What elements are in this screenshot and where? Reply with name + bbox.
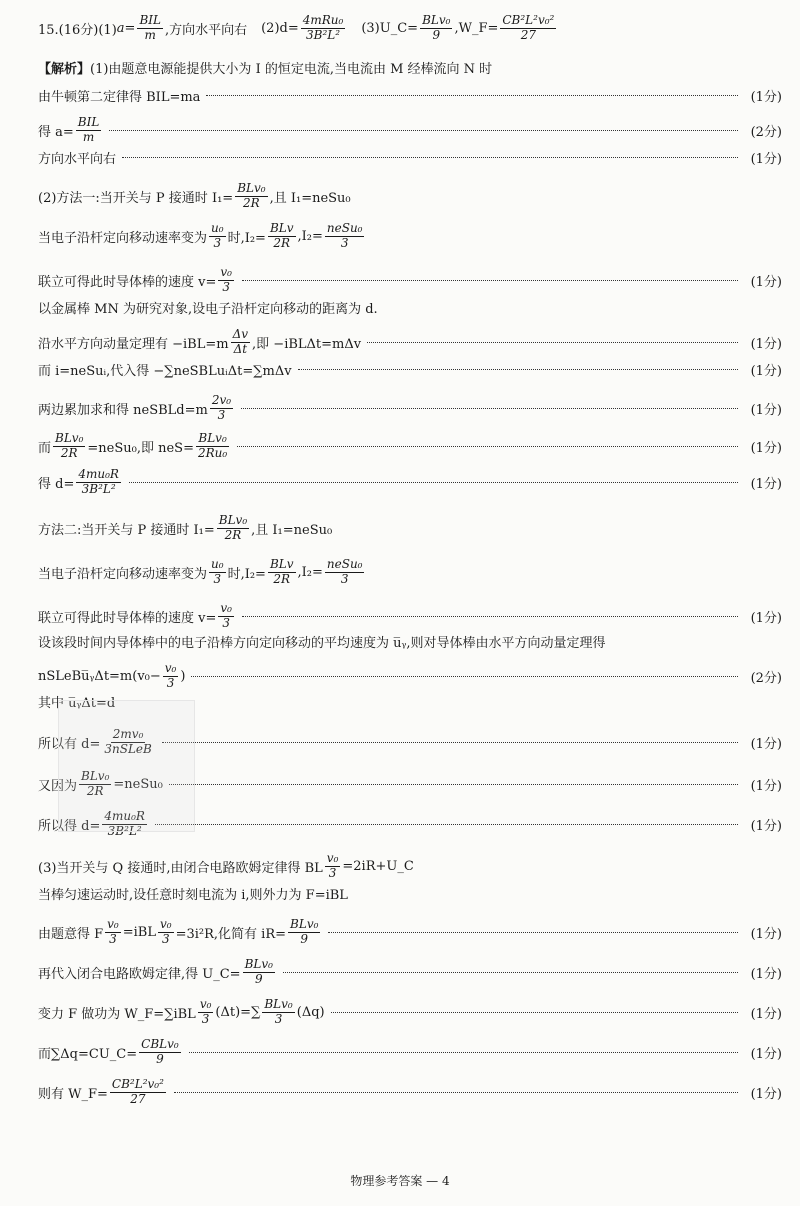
fraction-denominator: 2R (86, 783, 104, 798)
score-label: (1分) (750, 364, 782, 379)
fraction (196, 432, 229, 461)
leader-dots (331, 1012, 738, 1013)
fraction-denominator: 9 (254, 971, 263, 986)
solution-line (38, 266, 782, 295)
fraction-denominator: 3 (166, 675, 175, 690)
leader-dots (162, 742, 738, 743)
leader-dots (169, 784, 738, 785)
header-d-part: (2)d= (261, 20, 299, 36)
solution-line (38, 222, 782, 251)
line-text: 而 (38, 440, 52, 456)
line-text: (Δq) (296, 1004, 325, 1020)
solution-line (38, 998, 782, 1027)
solution-line (38, 958, 782, 987)
fraction-numerator: neSu₀ (326, 221, 363, 235)
fraction-denominator: 3 (213, 235, 222, 250)
fraction-denominator: 3 (222, 615, 230, 630)
fraction-numerator: 2mv₀ (112, 727, 144, 741)
leader-dots (174, 1092, 738, 1093)
fraction-numerator: BLv₀ (55, 431, 84, 445)
solution-line (38, 394, 782, 423)
header-wf-fraction (500, 14, 556, 43)
solution-line (38, 468, 782, 497)
fraction (268, 222, 296, 251)
fraction-denominator: 2Ru₀ (197, 445, 228, 460)
line-text: 当棒匀速运动时,设任意时刻电流为 i,则外力为 F=iBL (38, 888, 348, 903)
leader-dots (242, 280, 738, 281)
score-label: (1分) (750, 1006, 782, 1022)
fraction (158, 918, 174, 947)
line-text: (3)当开关与 Q 接通时,由闭合电路欧姆定律得 BL (38, 860, 323, 876)
solution-line (38, 86, 782, 105)
fraction-numerator: 4mu₀R (78, 467, 119, 481)
fraction-denominator: 3 (161, 931, 170, 946)
line-text: 得 d= (38, 476, 75, 492)
fraction-denominator: 3 (274, 1011, 283, 1026)
score-label: (1分) (750, 274, 782, 290)
line-text: 则有 W_F= (38, 1086, 108, 1102)
header-uc-part: (3)U_C= (361, 20, 419, 36)
solution-line (38, 602, 782, 631)
fraction-numerator: 4mu₀R (104, 809, 145, 823)
fraction-denominator: 3nSLeB (104, 741, 152, 756)
score-label: (1分) (750, 440, 782, 456)
fraction-denominator: 9 (300, 931, 309, 946)
fraction (235, 182, 267, 211)
line-text: ,I₂= (297, 564, 323, 580)
line-text: 变力 F 做功为 W_F=∑iBL (38, 1006, 196, 1022)
solution-line (38, 852, 782, 881)
fraction-denominator: 3 (213, 571, 222, 586)
score-label: (1分) (750, 402, 782, 418)
score-label: (2分) (750, 670, 782, 686)
fraction-denominator: 3 (109, 931, 117, 946)
fraction-numerator: v₀ (107, 917, 119, 931)
line-text: 由题意得 F (38, 926, 104, 942)
fraction (110, 1078, 166, 1107)
fraction-denominator: 2R (273, 571, 291, 586)
leader-dots (328, 932, 738, 933)
solution-line (38, 1038, 782, 1067)
fraction-numerator: BLv (269, 557, 294, 571)
line-text: ) (180, 668, 186, 684)
leader-dots (155, 824, 738, 825)
score-label: (1分) (750, 736, 782, 752)
line-text: 联立可得此时导体棒的速度 v= (38, 610, 217, 626)
solution-line (38, 116, 782, 145)
line-text: 方向水平向右 (38, 152, 117, 167)
fraction-numerator: BLv (269, 221, 294, 235)
line-text: (2)方法一:当开关与 P 接通时 I₁= (38, 190, 234, 206)
line-text: ,且 I₁=neSu₀ (251, 522, 333, 538)
line-text: 以金属棒 MN 为研究对象,设电子沿杆定向移动的距离为 d. (38, 302, 378, 317)
fraction-numerator: 2v₀ (211, 393, 232, 407)
frac-num: BLv₀ (422, 13, 451, 27)
score-label: (1分) (750, 966, 782, 982)
score-label: (2分) (750, 124, 782, 140)
fraction-denominator: 3B²L² (107, 823, 142, 838)
leader-dots (283, 972, 738, 973)
page-footer: 物理参考答案 — 4 (350, 1174, 450, 1188)
score-label: (1分) (750, 778, 782, 794)
fraction-numerator: BLv₀ (290, 917, 319, 931)
analysis-intro (38, 58, 782, 77)
score-label: (1分) (750, 90, 782, 105)
line-text: 时,I₂= (227, 230, 266, 246)
header-a-dir: ,方向水平向右 (164, 22, 248, 38)
line-text: 由牛顿第二定律得 BIL=ma (38, 90, 201, 105)
fraction-numerator: BLv₀ (237, 181, 266, 195)
fraction (76, 468, 121, 497)
score-label: (1分) (750, 1086, 782, 1102)
fraction-denominator: 3 (340, 235, 349, 250)
leader-dots (241, 408, 738, 409)
fraction (325, 558, 365, 587)
fraction (76, 116, 102, 145)
solution-line (38, 558, 782, 587)
fraction-denominator: 3 (328, 865, 337, 880)
line-text: 两边累加求和得 neSBLd=m (38, 402, 208, 418)
solution-line (38, 514, 782, 543)
line-text: (Δt)=∑ (215, 1004, 261, 1020)
fraction-numerator: neSu₀ (326, 557, 363, 571)
fraction (209, 222, 226, 251)
leader-dots (129, 482, 738, 483)
fraction-numerator: v₀ (220, 601, 232, 615)
line-text: 联立可得此时导体棒的速度 v= (38, 274, 217, 290)
fraction-denominator: 3B²L² (81, 481, 116, 496)
solution-line (38, 328, 782, 357)
leader-dots (191, 676, 738, 677)
fraction-denominator: 27 (130, 1091, 146, 1106)
header-uc-fraction (420, 14, 452, 43)
line-text: 当电子沿杆定向移动速率变为 (38, 566, 208, 582)
score-label: (1分) (750, 476, 782, 492)
fraction-numerator: BLv₀ (81, 769, 110, 783)
fraction (325, 852, 341, 881)
line-text: 设该段时间内导体棒中的电子沿棒方向定向移动的平均速度为 u̅ᵧ,则对导体棒由水平方向动量定理得 (38, 636, 606, 651)
fraction (262, 998, 294, 1027)
frac-num: BIL (139, 13, 161, 27)
header-problem: 15.(16分)(1) (38, 22, 117, 38)
fraction (105, 918, 121, 947)
fraction-denominator: 2R (273, 235, 291, 250)
fraction-numerator: u₀ (211, 557, 224, 571)
header-wf-part: ,W_F= (454, 20, 499, 36)
fraction-numerator: v₀ (326, 851, 339, 865)
score-label: (1分) (750, 336, 782, 352)
line-text: 而∑Δq=CU_C= (38, 1046, 138, 1062)
line-text: ,I₂= (297, 228, 323, 244)
line-text: nSLeBu̅ᵧΔt=m(v₀− (38, 668, 161, 684)
score-label: (1分) (750, 610, 782, 626)
fraction-numerator: CBLv₀ (141, 1037, 179, 1051)
line-text: =neSu₀,即 neS= (87, 440, 194, 456)
line-text: =2iR+U_C (342, 858, 414, 874)
line-text: ,且 I₁=neSu₀ (269, 190, 351, 206)
fraction (198, 998, 214, 1027)
leader-dots (237, 446, 738, 447)
frac-num: 4mRu₀ (302, 13, 344, 27)
line-text: 时,I₂= (227, 566, 266, 582)
leader-dots (189, 1052, 738, 1053)
solution-line (38, 360, 782, 379)
fraction-denominator: Δt (233, 341, 248, 356)
solution-line (38, 182, 782, 211)
fraction-numerator: Δv (232, 327, 249, 341)
line-text: 其中 u̅ᵧΔt=d (38, 696, 116, 711)
line-text: ,即 −iBLΔt=mΔv (252, 336, 362, 352)
solution-line (38, 148, 782, 167)
line-text: =3i²R,化简有 iR= (175, 926, 287, 942)
fraction (209, 558, 226, 587)
line-text: 方法二:当开关与 P 接通时 I₁= (38, 522, 215, 538)
fraction (218, 266, 234, 295)
fraction (243, 958, 275, 987)
fraction-numerator: CB²L²v₀² (111, 1077, 164, 1091)
solution-line (38, 918, 782, 947)
analysis-tag: 【解析】 (38, 62, 91, 77)
line-text: 所以有 d= (38, 736, 101, 752)
fraction-numerator: BLv₀ (198, 431, 227, 445)
answer-header (38, 14, 782, 43)
fraction-denominator: 3 (222, 279, 230, 294)
line-text: 所以得 d= (38, 818, 101, 834)
solution-line (38, 632, 782, 651)
leader-dots (367, 342, 738, 343)
fraction-denominator: m (82, 129, 95, 144)
frac-den: 27 (520, 27, 537, 42)
fraction-denominator: 2R (60, 445, 78, 460)
line-text: 又因为 (38, 778, 78, 794)
fraction (288, 918, 320, 947)
header-a-fraction (137, 14, 163, 43)
leader-dots (122, 157, 738, 158)
fraction-numerator: BLv₀ (264, 997, 293, 1011)
line-text: 沿水平方向动量定理有 −iBL=m (38, 336, 229, 352)
fraction-denominator: 3 (340, 571, 349, 586)
fraction (53, 432, 85, 461)
score-label: (1分) (750, 152, 782, 167)
frac-den: 9 (432, 27, 441, 42)
solution-line (38, 1078, 782, 1107)
line-text: 而 i=neSuᵢ,代入得 −∑neSBLuᵢΔt=∑mΔv (38, 364, 292, 379)
line-text: 当电子沿杆定向移动速率变为 (38, 230, 208, 246)
leader-dots (109, 130, 738, 131)
leader-dots (206, 95, 738, 96)
fraction (217, 514, 249, 543)
fraction (231, 328, 250, 357)
frac-den: m (144, 27, 156, 42)
frac-den: 3B²L² (306, 27, 341, 42)
line-text: 得 a= (38, 124, 74, 140)
leader-dots (242, 616, 738, 617)
fraction (325, 222, 365, 251)
fraction (210, 394, 233, 423)
line-text: =neSu₀ (113, 776, 163, 792)
solution-line (38, 298, 782, 317)
fraction (139, 1038, 181, 1067)
solution-line (38, 432, 782, 461)
solution-line (38, 884, 782, 903)
fraction-numerator: v₀ (164, 661, 177, 675)
header-a-eq: a= (116, 20, 136, 36)
fraction (163, 662, 179, 691)
fraction-denominator: 2R (224, 527, 242, 542)
analysis-text: (1)由题意电源能提供大小为 I 的恒定电流,当电流由 M 经棒流向 N 时 (90, 62, 493, 77)
fraction-denominator: 9 (156, 1051, 164, 1066)
score-label: (1分) (750, 926, 782, 942)
leader-dots (298, 369, 738, 370)
fraction-numerator: v₀ (160, 917, 172, 931)
fraction (268, 558, 296, 587)
line-text: 再代入闭合电路欧姆定律,得 U_C= (38, 966, 241, 982)
solution-line (38, 662, 782, 691)
fraction-denominator: 3 (217, 407, 226, 422)
fraction-numerator: BLv₀ (244, 957, 273, 971)
frac-num: CB²L²v₀² (502, 13, 555, 27)
fraction-numerator: v₀ (199, 997, 212, 1011)
score-label: (1分) (750, 1046, 782, 1062)
fraction-numerator: BLv₀ (218, 513, 248, 527)
fraction-numerator: BIL (77, 115, 100, 129)
fraction-denominator: 2R (243, 195, 260, 210)
fraction-numerator: v₀ (220, 265, 232, 279)
header-d-fraction (301, 14, 346, 43)
watermark-stamp (58, 700, 195, 832)
fraction-denominator: 3 (201, 1011, 210, 1026)
score-label: (1分) (750, 818, 782, 834)
line-text: =iBL (122, 924, 156, 940)
fraction-numerator: u₀ (211, 221, 224, 235)
fraction (218, 602, 234, 631)
